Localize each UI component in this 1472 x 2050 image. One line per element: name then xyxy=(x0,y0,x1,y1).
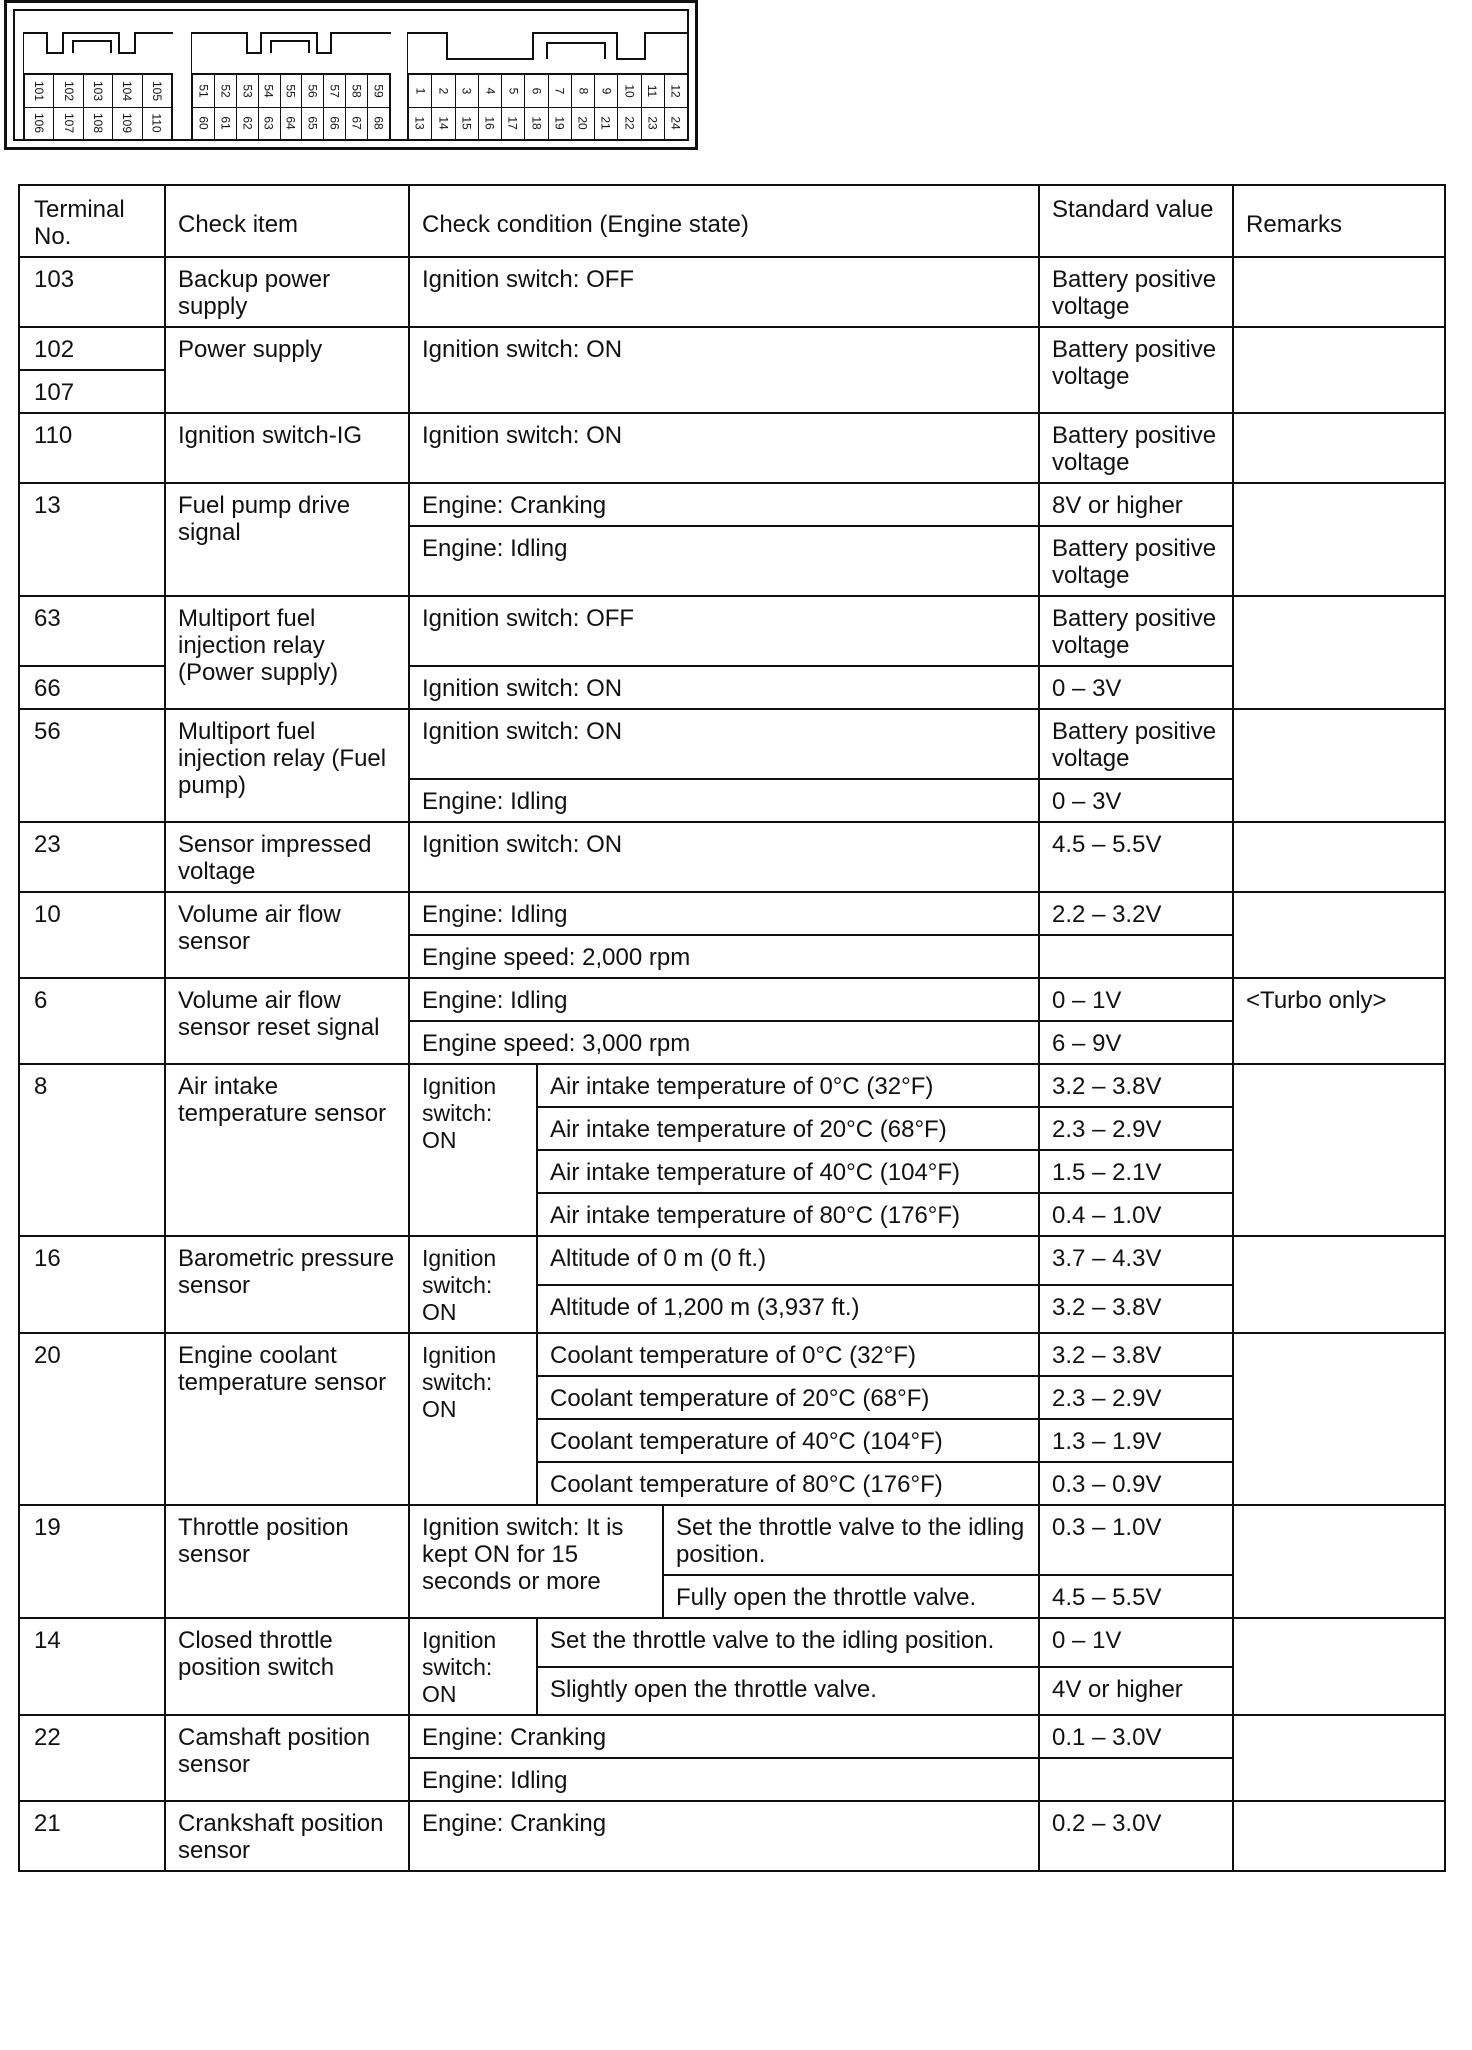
check-item: Closed throttle position switch xyxy=(165,1618,409,1715)
check-item: Fuel pump drive signal xyxy=(165,483,409,596)
connector-pin xyxy=(432,108,454,140)
standard-value: 1.3 – 1.9V xyxy=(1039,1419,1233,1462)
standard-value: Battery positive voltage xyxy=(1039,596,1233,666)
remarks-cell xyxy=(1233,1064,1445,1236)
check-condition: Ignition switch: ON xyxy=(409,413,1039,483)
table-row xyxy=(19,413,1445,483)
standard-value: Battery positive voltage xyxy=(1039,413,1233,483)
remarks-cell: <Turbo only> xyxy=(1233,978,1445,1064)
condition-group: Ignition switch: ON xyxy=(409,1333,537,1505)
connector-pin xyxy=(456,108,478,140)
pin-grid-a xyxy=(23,73,173,141)
pin-column xyxy=(302,75,324,139)
terminal-number: 103 xyxy=(19,257,165,327)
pin-column xyxy=(54,75,83,139)
connector-pin xyxy=(281,75,302,108)
remarks-cell xyxy=(1233,1333,1445,1505)
pin-number: 24 xyxy=(668,116,683,130)
check-condition: Engine: Cranking xyxy=(409,483,1039,526)
remarks-cell xyxy=(1233,892,1445,978)
terminal-number: 6 xyxy=(19,978,165,1064)
check-item: Multiport fuel injection relay (Power supply) xyxy=(165,596,409,709)
pin-number: 66 xyxy=(327,116,342,130)
connector-pin xyxy=(595,75,617,108)
pin-column xyxy=(456,75,479,139)
terminal-number: 102 xyxy=(19,327,165,370)
check-condition: Engine: Cranking xyxy=(409,1801,1039,1871)
pin-number: 10 xyxy=(622,84,637,98)
terminal-number: 66 xyxy=(19,666,165,709)
pin-number: 61 xyxy=(218,116,233,130)
pin-number: 52 xyxy=(218,84,233,98)
check-condition: Ignition switch: ON xyxy=(409,327,1039,413)
table-row xyxy=(19,978,1445,1021)
table-row xyxy=(19,1505,1445,1575)
remarks-cell xyxy=(1233,1715,1445,1801)
pin-number: 9 xyxy=(599,87,614,95)
standard-value xyxy=(1039,935,1233,978)
pin-number: 12 xyxy=(668,84,683,98)
condition-group: Ignition switch: ON xyxy=(409,1618,537,1715)
pin-column xyxy=(324,75,346,139)
pin-number: 57 xyxy=(327,84,342,98)
pin-column xyxy=(432,75,455,139)
standard-value: 4V or higher xyxy=(1039,1667,1233,1716)
pin-number: 5 xyxy=(506,87,521,95)
standard-value: 0 – 1V xyxy=(1039,1618,1233,1667)
check-condition: Engine: Idling xyxy=(409,892,1039,935)
connector-pin xyxy=(346,75,367,108)
standard-value: 3.2 – 3.8V xyxy=(1039,1285,1233,1334)
connector-pin xyxy=(572,75,594,108)
terminal-number: 56 xyxy=(19,709,165,822)
terminal-number: 16 xyxy=(19,1236,165,1333)
standard-value: 1.5 – 2.1V xyxy=(1039,1150,1233,1193)
table-row xyxy=(19,1715,1445,1758)
connector-pin xyxy=(302,75,323,108)
standard-value: 0.3 – 0.9V xyxy=(1039,1462,1233,1505)
pin-number: 105 xyxy=(149,80,164,101)
table-row xyxy=(19,1064,1445,1107)
pin-number: 14 xyxy=(436,116,451,130)
standard-value: 0.2 – 3.0V xyxy=(1039,1801,1233,1871)
standard-value: 2.2 – 3.2V xyxy=(1039,892,1233,935)
pin-number: 55 xyxy=(284,84,299,98)
table-row xyxy=(19,327,1445,370)
header-standard-value: Standard value xyxy=(1039,185,1233,257)
pin-number: 53 xyxy=(240,84,255,98)
ecu-connector-diagram xyxy=(4,0,698,150)
pin-number: 17 xyxy=(506,116,521,130)
pin-number: 18 xyxy=(529,116,544,130)
standard-value: 2.3 – 2.9V xyxy=(1039,1107,1233,1150)
pin-number: 109 xyxy=(120,113,135,134)
terminal-number: 14 xyxy=(19,1618,165,1715)
connector-pin xyxy=(595,108,617,140)
terminal-number: 13 xyxy=(19,483,165,596)
connector-pin xyxy=(237,108,258,140)
connector-latch-c xyxy=(407,29,689,75)
pin-number: 13 xyxy=(413,116,428,130)
standard-value: 4.5 – 5.5V xyxy=(1039,822,1233,892)
pin-column xyxy=(281,75,303,139)
connector-pin xyxy=(432,75,454,108)
check-item: Camshaft position sensor xyxy=(165,1715,409,1801)
table-row xyxy=(19,596,1445,666)
connector-pin xyxy=(84,75,112,108)
connector-pin xyxy=(259,108,280,140)
check-condition: Altitude of 1,200 m (3,937 ft.) xyxy=(537,1285,1039,1334)
connector-pin xyxy=(113,108,141,140)
pin-number: 102 xyxy=(61,80,76,101)
connector-pin xyxy=(665,75,687,108)
standard-value: 0 – 3V xyxy=(1039,779,1233,822)
connector-pin xyxy=(215,108,236,140)
pin-number: 65 xyxy=(305,116,320,130)
remarks-cell xyxy=(1233,1801,1445,1871)
check-condition: Engine: Idling xyxy=(409,978,1039,1021)
check-item: Backup power supply xyxy=(165,257,409,327)
table-row xyxy=(19,1333,1445,1376)
condition-group: Ignition switch: It is kept ON for 15 seconds or more xyxy=(409,1505,663,1618)
terminal-number: 19 xyxy=(19,1505,165,1618)
check-condition: Engine: Idling xyxy=(409,779,1039,822)
terminal-number: 63 xyxy=(19,596,165,666)
table-row xyxy=(19,892,1445,935)
header-row xyxy=(19,185,1445,257)
pin-column xyxy=(572,75,595,139)
check-condition: Slightly open the throttle valve. xyxy=(537,1667,1039,1716)
check-condition: Air intake temperature of 40°C (104°F) xyxy=(537,1150,1039,1193)
connector-pin xyxy=(618,108,640,140)
standard-value: 3.2 – 3.8V xyxy=(1039,1333,1233,1376)
connector-pin xyxy=(549,108,571,140)
connector-pin xyxy=(324,75,345,108)
pin-number: 104 xyxy=(120,80,135,101)
connector-pin xyxy=(525,108,547,140)
connector-pin xyxy=(25,75,53,108)
pin-grid-b xyxy=(191,73,391,141)
pin-number: 2 xyxy=(436,87,451,95)
connector-pin xyxy=(324,108,345,140)
header-terminal: Terminal No. xyxy=(19,185,165,257)
terminal-voltage-table xyxy=(18,184,1446,1872)
connector-pin xyxy=(84,108,112,140)
pin-column xyxy=(595,75,618,139)
terminal-number: 20 xyxy=(19,1333,165,1505)
check-condition: Coolant temperature of 0°C (32°F) xyxy=(537,1333,1039,1376)
pin-number: 59 xyxy=(371,84,386,98)
connector-pin xyxy=(368,75,389,108)
connector-pin xyxy=(302,108,323,140)
pin-number: 8 xyxy=(575,87,590,95)
pin-column xyxy=(409,75,432,139)
standard-value: 6 – 9V xyxy=(1039,1021,1233,1064)
check-condition: Air intake temperature of 20°C (68°F) xyxy=(537,1107,1039,1150)
check-condition: Ignition switch: ON xyxy=(409,666,1039,709)
check-condition: Coolant temperature of 80°C (176°F) xyxy=(537,1462,1039,1505)
standard-value: 3.7 – 4.3V xyxy=(1039,1236,1233,1285)
terminal-number: 10 xyxy=(19,892,165,978)
check-item: Throttle position sensor xyxy=(165,1505,409,1618)
connector-pin xyxy=(25,108,53,140)
pin-number: 1 xyxy=(413,87,428,95)
check-condition: Engine: Idling xyxy=(409,1758,1039,1801)
check-item: Ignition switch-IG xyxy=(165,413,409,483)
check-condition: Set the throttle valve to the idling position. xyxy=(537,1618,1039,1667)
pin-number: 11 xyxy=(645,84,660,97)
standard-value: 4.5 – 5.5V xyxy=(1039,1575,1233,1618)
connector-block-b xyxy=(191,29,391,141)
standard-value: 0 – 1V xyxy=(1039,978,1233,1021)
pin-number: 106 xyxy=(32,113,47,134)
pin-number: 56 xyxy=(305,84,320,98)
connector-pin xyxy=(525,75,547,108)
standard-value: Battery positive voltage xyxy=(1039,327,1233,413)
pin-number: 58 xyxy=(349,84,364,98)
connector-pin xyxy=(215,75,236,108)
pin-column xyxy=(346,75,368,139)
standard-value: 8V or higher xyxy=(1039,483,1233,526)
standard-value: 0.1 – 3.0V xyxy=(1039,1715,1233,1758)
terminal-number: 110 xyxy=(19,413,165,483)
pin-column xyxy=(479,75,502,139)
pin-number: 103 xyxy=(91,80,106,101)
pin-column xyxy=(549,75,572,139)
check-condition: Air intake temperature of 80°C (176°F) xyxy=(537,1193,1039,1236)
pin-column xyxy=(193,75,215,139)
table-row xyxy=(19,1236,1445,1285)
table-row xyxy=(19,822,1445,892)
standard-value: 0.3 – 1.0V xyxy=(1039,1505,1233,1575)
header-check-condition: Check condition (Engine state) xyxy=(409,185,1039,257)
check-item: Barometric pressure sensor xyxy=(165,1236,409,1333)
check-condition: Ignition switch: ON xyxy=(409,709,1039,779)
pin-number: 51 xyxy=(196,84,211,98)
connector-pin xyxy=(642,108,664,140)
pin-number: 107 xyxy=(61,113,76,134)
remarks-cell xyxy=(1233,413,1445,483)
check-item: Sensor impressed voltage xyxy=(165,822,409,892)
connector-pin xyxy=(193,108,214,140)
pin-number: 60 xyxy=(196,116,211,130)
pin-number: 19 xyxy=(552,116,567,130)
connector-pin xyxy=(642,75,664,108)
connector-pin xyxy=(54,75,82,108)
pin-column xyxy=(525,75,548,139)
check-item: Volume air flow sensor reset signal xyxy=(165,978,409,1064)
connector-pin xyxy=(143,75,171,108)
table-row xyxy=(19,1801,1445,1871)
remarks-cell xyxy=(1233,1618,1445,1715)
remarks-cell xyxy=(1233,822,1445,892)
standard-value xyxy=(1039,1758,1233,1801)
condition-group: Ignition switch: ON xyxy=(409,1236,537,1333)
pin-number: 54 xyxy=(262,84,277,98)
connector-pin xyxy=(193,75,214,108)
connector-pin xyxy=(237,75,258,108)
check-item: Multiport fuel injection relay (Fuel pump) xyxy=(165,709,409,822)
connector-frame xyxy=(13,9,689,141)
pin-number: 6 xyxy=(529,87,544,95)
check-condition: Ignition switch: OFF xyxy=(409,596,1039,666)
pin-number: 67 xyxy=(349,116,364,130)
pin-number: 22 xyxy=(622,116,637,130)
terminal-number: 8 xyxy=(19,1064,165,1236)
check-item: Engine coolant temperature sensor xyxy=(165,1333,409,1505)
check-item: Air intake temperature sensor xyxy=(165,1064,409,1236)
pin-column xyxy=(215,75,237,139)
standard-value: 3.2 – 3.8V xyxy=(1039,1064,1233,1107)
check-condition: Coolant temperature of 40°C (104°F) xyxy=(537,1419,1039,1462)
connector-pin xyxy=(113,75,141,108)
connector-pin xyxy=(143,108,171,140)
pin-number: 110 xyxy=(149,113,164,133)
standard-value: Battery positive voltage xyxy=(1039,526,1233,596)
pin-number: 64 xyxy=(284,116,299,130)
check-condition: Coolant temperature of 20°C (68°F) xyxy=(537,1376,1039,1419)
check-condition: Engine speed: 2,000 rpm xyxy=(409,935,1039,978)
pin-grid-c xyxy=(407,73,689,141)
remarks-cell xyxy=(1233,596,1445,709)
standard-value: 2.3 – 2.9V xyxy=(1039,1376,1233,1419)
pin-column xyxy=(618,75,641,139)
pin-number: 15 xyxy=(459,116,474,130)
pin-number: 16 xyxy=(482,116,497,130)
pin-column xyxy=(25,75,54,139)
pin-number: 4 xyxy=(482,87,497,95)
pin-number: 3 xyxy=(459,87,474,95)
remarks-cell xyxy=(1233,709,1445,822)
check-condition: Engine: Cranking xyxy=(409,1715,1039,1758)
pin-number: 23 xyxy=(645,116,660,130)
connector-pin xyxy=(54,108,82,140)
pin-number: 68 xyxy=(371,116,386,130)
terminal-number: 21 xyxy=(19,1801,165,1871)
connector-pin xyxy=(259,75,280,108)
terminal-number: 22 xyxy=(19,1715,165,1801)
pin-column xyxy=(113,75,142,139)
standard-value: Battery positive voltage xyxy=(1039,709,1233,779)
remarks-cell xyxy=(1233,257,1445,327)
table-row xyxy=(19,709,1445,779)
connector-pin xyxy=(618,75,640,108)
connector-pin xyxy=(479,108,501,140)
pin-number: 7 xyxy=(552,87,567,95)
check-item: Volume air flow sensor xyxy=(165,892,409,978)
pin-column xyxy=(642,75,665,139)
check-item: Crankshaft position sensor xyxy=(165,1801,409,1871)
connector-pin xyxy=(409,75,431,108)
check-condition: Air intake temperature of 0°C (32°F) xyxy=(537,1064,1039,1107)
connector-pin xyxy=(346,108,367,140)
remarks-cell xyxy=(1233,1505,1445,1618)
pin-column xyxy=(665,75,687,139)
remarks-cell xyxy=(1233,483,1445,596)
pin-column xyxy=(237,75,259,139)
standard-value: 0.4 – 1.0V xyxy=(1039,1193,1233,1236)
standard-value: 0 – 3V xyxy=(1039,666,1233,709)
standard-value: Battery positive voltage xyxy=(1039,257,1233,327)
pin-column xyxy=(84,75,113,139)
check-condition: Engine speed: 3,000 rpm xyxy=(409,1021,1039,1064)
terminal-number: 107 xyxy=(19,370,165,413)
remarks-cell xyxy=(1233,327,1445,413)
connector-latch-a xyxy=(23,29,173,75)
connector-pin xyxy=(502,108,524,140)
connector-pin xyxy=(456,75,478,108)
connector-pin xyxy=(368,108,389,140)
remarks-cell xyxy=(1233,1236,1445,1333)
check-condition: Engine: Idling xyxy=(409,526,1039,596)
connector-pin xyxy=(502,75,524,108)
check-condition: Set the throttle valve to the idling position. xyxy=(663,1505,1039,1575)
connector-pin xyxy=(281,108,302,140)
connector-pin xyxy=(665,108,687,140)
terminal-number: 23 xyxy=(19,822,165,892)
check-condition: Fully open the throttle valve. xyxy=(663,1575,1039,1618)
header-remarks: Remarks xyxy=(1233,185,1445,257)
pin-column xyxy=(143,75,171,139)
condition-group: Ignition switch: ON xyxy=(409,1064,537,1236)
table-row xyxy=(19,257,1445,327)
pin-number: 101 xyxy=(32,80,47,101)
pin-column xyxy=(502,75,525,139)
pin-column xyxy=(259,75,281,139)
connector-block-c xyxy=(407,29,689,141)
pin-number: 108 xyxy=(91,113,106,134)
connector-pin xyxy=(409,108,431,140)
header-check-item: Check item xyxy=(165,185,409,257)
table-row xyxy=(19,1618,1445,1667)
pin-number: 62 xyxy=(240,116,255,130)
check-condition: Ignition switch: OFF xyxy=(409,257,1039,327)
table-row xyxy=(19,483,1445,526)
check-item: Power supply xyxy=(165,327,409,413)
connector-latch-b xyxy=(191,29,391,75)
pin-column xyxy=(368,75,389,139)
connector-pin xyxy=(479,75,501,108)
pin-number: 21 xyxy=(599,116,614,130)
pin-number: 63 xyxy=(262,116,277,130)
connector-pin xyxy=(572,108,594,140)
pin-number: 20 xyxy=(575,116,590,130)
connector-pin xyxy=(549,75,571,108)
connector-block-a xyxy=(23,29,173,141)
check-condition: Ignition switch: ON xyxy=(409,822,1039,892)
check-condition: Altitude of 0 m (0 ft.) xyxy=(537,1236,1039,1285)
